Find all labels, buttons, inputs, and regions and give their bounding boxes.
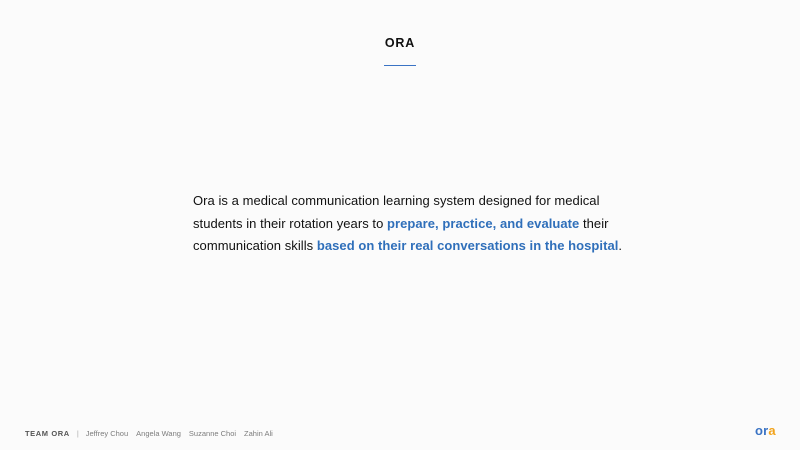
ora-logo (755, 423, 776, 438)
body-line-1-text: Ora is a medical communication learning system designed for medical (193, 193, 600, 208)
title-underline (384, 65, 416, 66)
body-line-3-end: . (618, 238, 623, 253)
body-line-2-start: students in their rotation years to (193, 215, 388, 231)
footer-member: Jeffrey Chou (85, 429, 129, 438)
footer-separator: | (76, 429, 79, 438)
footer-member: Suzanne Choi (188, 429, 237, 438)
body-line-1 (193, 190, 633, 213)
logo-letter-a: a (768, 423, 776, 438)
body-line-2-end: their (579, 215, 609, 231)
footer-member: Zahin Ali (244, 429, 273, 438)
body-line-3 (193, 235, 633, 258)
slide-title: ORA (384, 36, 416, 50)
footer-team-name: TEAM ORA (25, 429, 70, 438)
body-highlight-prepare: prepare, practice, and evaluate (387, 215, 580, 231)
body-line-3-start: communication skills (193, 238, 317, 253)
slide-body (193, 190, 633, 258)
logo-letter-r: r (763, 423, 769, 438)
footer-member: Angela Wang (136, 429, 181, 438)
body-highlight-conversations: based on their real conversations in the hospital (316, 238, 619, 253)
body-line-2 (193, 213, 633, 236)
footer (25, 429, 281, 438)
logo-letter-o: o (755, 423, 764, 438)
